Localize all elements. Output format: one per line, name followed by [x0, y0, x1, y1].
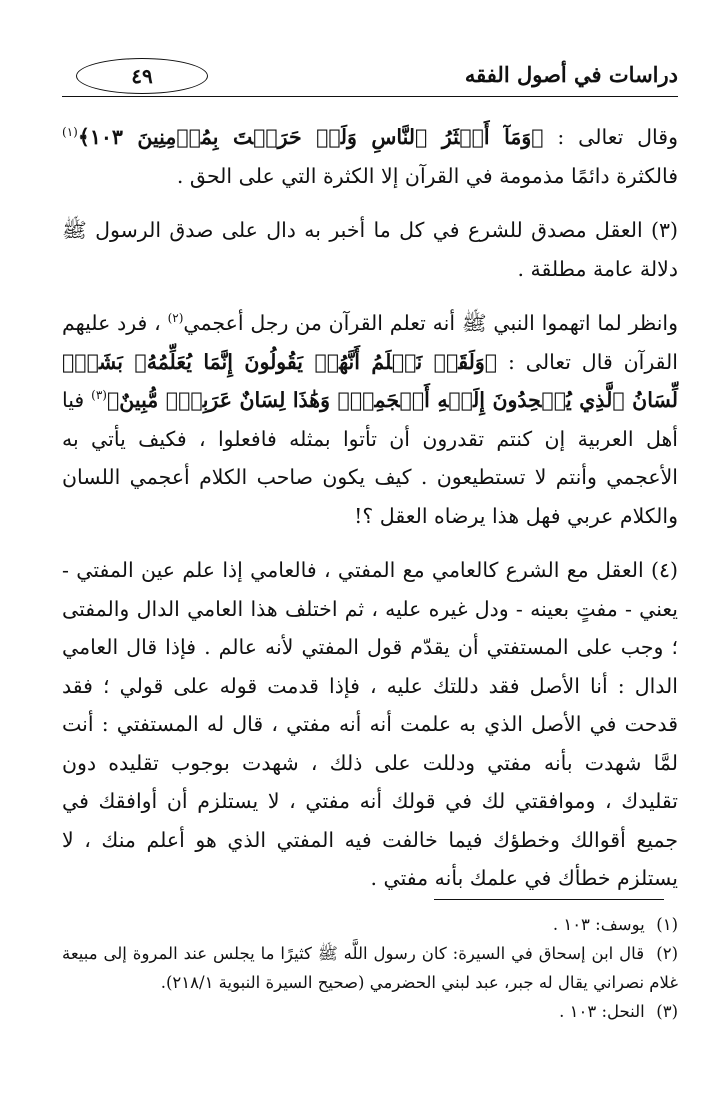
paragraph-3-middle: ، فرد عليهم القرآن قال تعالى :	[62, 311, 678, 374]
paragraph-3-intro: وانظر لما اتهموا النبي ﷺ أنه تعلم القرآن من رجل أعجمي	[183, 311, 679, 335]
page-number-badge	[76, 58, 208, 94]
footnote-2-number: (٢)	[656, 944, 679, 963]
paragraph-2: (٣) العقل مصدق للشرع في كل ما أخبر به دال على صدق الرسول ﷺ دلالة عامة مطلقة .	[62, 218, 678, 281]
paragraph-3-rest: فيا أهل العربية إن كنتم تقدرون أن تأتوا بمثله فافعلوا ، فكيف يأتي به الأعجمي وأنتم لا تستطيعون . كيف يكون صاحب الكلام أعجمي اللسان والكلام عربي فهل هذا يرضاه العقل ؟!	[62, 388, 678, 528]
quran-verse-1: ﴿وَمَآ أَكۡثَرُ ٱلنَّاسِ وَلَوۡ حَرَصۡتَ بِمُؤۡمِنِينَ ١٠٣﴾	[77, 125, 544, 149]
footnote-3-number: (٣)	[656, 1002, 678, 1021]
running-title: دراسات في أصول الفقه	[464, 62, 678, 87]
page-header	[62, 56, 678, 96]
footnote-2-text: قال ابن إسحاق في السيرة: كان رسول اللَّه ﷺ كثيرًا ما يجلس عند المروة إلى مبيعة غلام نصراني يقال له جبر، عبد لبني الحضرمي (صحيح السيرة النبوية ٢١٨/١).	[62, 944, 678, 992]
footnote-1-number: (١)	[656, 915, 678, 934]
footnote-ref-2: (٢)	[167, 311, 184, 326]
footnote-3	[62, 997, 678, 1026]
footnote-divider	[434, 899, 664, 900]
footnote-ref-1: (١)	[62, 125, 78, 140]
footnote-2	[62, 939, 678, 997]
paragraph-1-intro: وقال تعالى :	[543, 125, 678, 149]
main-text	[62, 118, 678, 898]
page-number: ٤٩	[131, 64, 153, 88]
paragraph-3	[62, 304, 678, 535]
footnote-ref-3: (٣)	[91, 388, 107, 403]
header-divider	[62, 96, 678, 97]
footnote-1	[62, 910, 678, 939]
paragraph-1	[62, 118, 678, 195]
footnotes	[62, 910, 678, 1026]
quran-verse-2: ﴿وَلَقَدۡ نَعۡلَمُ أَنَّهُمۡ يَقُولُونَ إِنَّمَا يُعَلِّمُهُۥ بَشَرٞۗ لِّسَانُ ٱلَّذِي يُلۡحِدُونَ إِلَيۡهِ أَعۡجَمِيّٞ وَهَٰذَا لِسَانٌ عَرَبِيّٞ مُّبِينٌ﴾	[62, 349, 678, 412]
footnote-3-text: النحل: ١٠٣ .	[559, 1002, 645, 1021]
paragraph-4: (٤) العقل مع الشرع كالعامي مع المفتي ، فالعامي إذا علم عين المفتي - يعني - مفتٍ بعينه - ودل غيره عليه ، ثم اختلف هذا العامي الدال والمفتى ؛ وجب على المستفتي أن يقدّم قول المفتي لأنه عالم . فإذا قال العامي الدال : أنا الأصل فقد دللتك عليه ، فإذا قدمت قوله على قولي ؛ فقد قدحت في الأصل الذي به علمت أنه أنه مفتي ، قال له المستفتي : أنت لمَّا شهدت بأنه مفتي ودللت على ذلك ، شهدت بوجوب تقليده دون تقليدك ، وموافقتي لك في قولك أنه مفتي ، لا يستلزم أن أوافقك في جميع أقوالك وخطؤك فيما خالفت فيه المفتي الذي هو أعلم منك ، لا يستلزم خطأك في علمك بأنه مفتي .	[62, 558, 678, 890]
footnote-1-text: يوسف: ١٠٣ .	[552, 915, 645, 934]
paragraph-1-rest: فالكثرة دائمًا مذمومة في القرآن إلا الكثرة التي على الحق .	[176, 163, 678, 188]
